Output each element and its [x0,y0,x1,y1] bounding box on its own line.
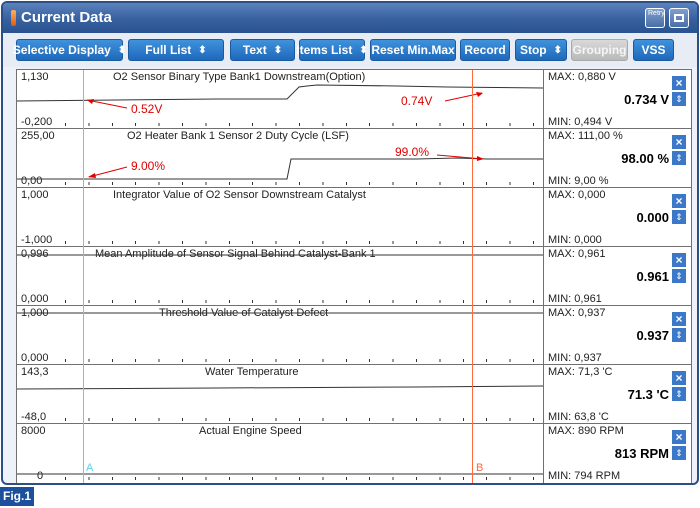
y-min-label: -1,000 [21,234,53,246]
graph-area [17,188,543,247]
items-list-dropdown[interactable] [296,39,368,61]
updown-caret-icon: ⬍ [117,44,127,56]
parameter-name: Water Temperature [205,366,299,378]
annotation-label: 9.00% [131,159,166,173]
text-label: Text [242,43,267,57]
y-min-label: 0,000 [21,293,49,305]
updown-caret-icon: ⬍ [359,44,368,56]
data-row [17,70,691,129]
data-row [17,188,691,247]
min-value: MIN: 794 RPM [548,470,621,482]
annotation-arrows [17,70,543,129]
close-x-icon[interactable]: × [672,312,686,326]
min-value: MIN: 0,937 [548,352,602,364]
cursor-a-line[interactable] [83,70,84,484]
cursor-b-label: B [476,462,484,474]
up-down-arrows-icon[interactable]: ⇕ [672,92,686,106]
max-value: MAX: 890 RPM [548,425,624,437]
current-value: 0.734 V [624,92,669,107]
current-value: 0.961 [636,269,669,284]
current-value: 98.00 % [621,151,669,166]
value-panel [543,70,691,129]
y-max-label: 0,996 [21,248,49,260]
max-value: MAX: 0,000 [548,189,606,201]
updown-caret-icon: ⬍ [553,44,563,56]
value-panel [543,188,691,247]
close-x-icon[interactable]: × [672,194,686,208]
toolbar [3,33,697,67]
updown-caret-icon: ⬍ [198,44,207,56]
items-list-label: Items List [296,43,353,57]
up-down-arrows-icon[interactable]: ⇕ [672,328,686,342]
min-value: MIN: 9,00 % [548,175,609,187]
min-value: MIN: 0,494 V [548,116,613,128]
close-x-icon[interactable]: × [672,76,686,90]
restore-window-button[interactable] [669,8,689,28]
graph-area [17,424,543,483]
graph-area [17,247,543,306]
y-min-label: 0 [37,470,44,482]
cursor-a-label: A [86,462,94,474]
annotation-label: 0.52V [131,102,163,116]
graph-area [17,306,543,365]
value-panel [543,247,691,306]
up-down-arrows-icon[interactable]: ⇕ [672,387,686,401]
max-value: MAX: 0,937 [548,307,606,319]
current-value: 0.000 [636,210,669,225]
annotation-label: 99.0% [395,145,430,159]
up-down-arrows-icon[interactable]: ⇕ [672,210,686,224]
selective-display-dropdown[interactable] [12,39,127,61]
retry-button[interactable] [645,8,665,28]
parameter-name: O2 Sensor Binary Type Bank1 Downstream(Option) [113,71,366,83]
stop-dropdown[interactable] [515,39,567,61]
window-marker-icon [11,10,16,26]
parameter-name: Mean Amplitude of Sensor Signal Behind Catalyst-Bank 1 [95,248,376,260]
full-list-dropdown[interactable] [128,39,224,61]
up-down-arrows-icon[interactable]: ⇕ [672,151,686,165]
up-down-arrows-icon[interactable]: ⇕ [672,446,686,460]
y-min-label: 0,00 [21,175,43,187]
y-max-label: 1,000 [21,307,49,319]
value-panel [543,365,691,424]
min-value: MIN: 0,000 [548,234,602,246]
reset-min-max-button[interactable]: Reset Min.Max [370,39,456,61]
max-value: MAX: 71,3 'C [548,366,613,378]
signal-trace [17,365,543,424]
title-bar [3,3,697,33]
graph-area [17,365,543,424]
signal-trace [17,247,543,306]
y-min-label: 0,000 [21,352,49,364]
current-data-panel [16,69,692,485]
stop-label: Stop [519,43,547,57]
retry-icon: Retry [648,10,665,17]
y-min-label: -48,0 [21,411,47,423]
signal-trace [17,424,543,483]
y-max-label: 1,000 [21,189,49,201]
restore-window-icon [674,14,684,22]
data-row [17,365,691,424]
vss-button[interactable]: VSS [633,39,674,61]
grouping-button[interactable]: Grouping [571,39,628,61]
close-x-icon[interactable]: × [672,371,686,385]
graph-area [17,129,543,188]
annotation-label: 0.74V [401,94,433,108]
parameter-name: Actual Engine Speed [199,425,302,437]
current-value: 0.937 [636,328,669,343]
data-row [17,306,691,365]
signal-trace [17,306,543,365]
y-min-label: -0,200 [21,116,53,128]
min-value: MIN: 63,8 'C [548,411,609,423]
max-value: MAX: 111,00 % [548,130,623,142]
y-max-label: 8000 [21,425,46,437]
graph-area [17,70,543,129]
value-panel [543,424,691,483]
up-down-arrows-icon[interactable]: ⇕ [672,269,686,283]
y-max-label: 143,3 [21,366,49,378]
figure-label: Fig.1 [0,487,34,506]
value-panel [543,129,691,188]
parameter-name: O2 Heater Bank 1 Sensor 2 Duty Cycle (LSF) [127,130,349,142]
current-value: 71.3 'C [627,387,669,402]
record-button[interactable]: Record [460,39,510,61]
parameter-name: Threshold Value of Catalyst Defect [159,307,329,319]
close-x-icon[interactable]: × [672,430,686,444]
max-value: MAX: 0,880 V [548,71,616,83]
data-row [17,424,691,483]
data-row [17,247,691,306]
text-dropdown[interactable] [230,39,295,61]
window-title: Current Data [21,9,112,26]
parameter-name: Integrator Value of O2 Sensor Downstream Catalyst [113,189,366,201]
data-row [17,129,691,188]
current-value: 813 RPM [614,446,669,461]
tick-marks [65,241,541,244]
value-panel [543,306,691,365]
min-value: MIN: 0,961 [548,293,602,305]
annotation-arrows [17,129,543,188]
max-value: MAX: 0,961 [548,248,606,260]
y-max-label: 255,00 [21,130,55,142]
close-x-icon[interactable]: × [672,135,686,149]
close-x-icon[interactable]: × [672,253,686,267]
selective-display-label: Selective Display [12,43,111,57]
updown-caret-icon: ⬍ [273,44,283,56]
current-data-window [1,1,699,485]
y-max-label: 1,130 [21,71,49,83]
full-list-label: Full List [145,43,192,57]
cursor-b-line[interactable] [472,70,473,484]
